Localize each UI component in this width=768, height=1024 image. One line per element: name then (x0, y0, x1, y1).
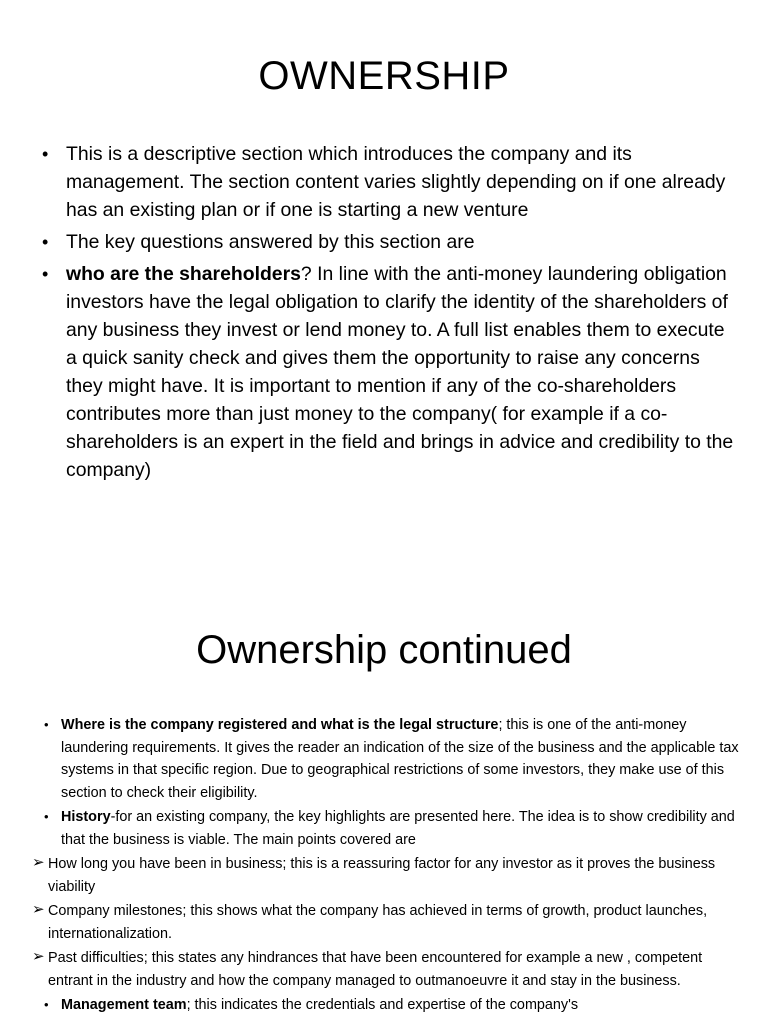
sub-bullet-item (26, 853, 740, 898)
bullet-text: Company milestones; this shows what the company has achieved in terms of growth, product launches, internationalization. (48, 903, 708, 942)
bullet-item (40, 260, 740, 484)
bullet-bold-lead: Where is the company registered and what is the legal structure (61, 717, 499, 733)
bullet-bold-lead: who are the shareholders (66, 263, 301, 285)
bullet-text: This is a descriptive section which introduces the company and its management. The section content varies slightly depending on if one already has an existing plan or if one is starting a new venture (66, 143, 726, 221)
bullet-dot-icon: • (44, 997, 49, 1012)
bullet-text: -for an existing company, the key highlights are presented here. The idea is to show credibility and that the business is viable. The main points covered are (61, 809, 735, 848)
slide-ownership-continued (0, 576, 768, 1024)
bullet-text: Past difficulties; this states any hindrances that have been encountered for example a new , competent entrant in the industry and how the company managed to outmanoeuvre it and stay in the business. (48, 950, 703, 989)
bullet-dot-icon: • (42, 144, 49, 164)
bullet-item (40, 994, 740, 1017)
bullet-list (32, 714, 740, 1019)
bullet-dot-icon: • (42, 264, 49, 284)
bullet-text: How long you have been in business; this is a reassuring factor for any investor as it proves the business viability (48, 856, 716, 895)
bullet-item (40, 228, 740, 256)
bullet-bold-lead: Management team (61, 997, 187, 1013)
bullet-item (40, 806, 740, 851)
slide-title: Ownership continued (196, 628, 572, 672)
bullet-list (40, 140, 740, 488)
sub-bullet-item (26, 900, 740, 945)
slide-title: OWNERSHIP (258, 54, 510, 98)
bullet-dot-icon: • (44, 809, 49, 824)
bullet-item (40, 140, 740, 224)
bullet-item (40, 714, 740, 804)
arrow-bullet-icon: ➢ (32, 854, 45, 871)
arrow-bullet-icon: ➢ (32, 948, 45, 965)
sub-bullet-item (26, 947, 740, 992)
bullet-text: The key questions answered by this section are (66, 231, 475, 253)
arrow-bullet-icon: ➢ (32, 901, 45, 918)
bullet-bold-lead: History (61, 809, 111, 825)
bullet-dot-icon: • (44, 717, 49, 732)
bullet-text: ? In line with the anti-money laundering obligation investors have the legal obligation to clarify the identity of the shareholders of any business they invest or lend money to. A full list enables them to execute a quick sanity check and gives them the opportunity to raise any concerns they might have. It is important to mention if any of the co-shareholders contributes more than just money to the company( for example if a co-shareholders is an expert in the field and brings in advice and credibility to the company) (66, 263, 734, 481)
bullet-dot-icon: • (42, 232, 49, 252)
bullet-text: ; this indicates the credentials and expertise of the company's (186, 997, 579, 1013)
bullet-text: ; this is one of the anti-money laundering requirements. It gives the reader an indication of the size of the business and the applicable tax systems in that specific region. Due to geographical restrictions of some investors, they make use of this section to check their eligibility. (61, 717, 739, 801)
